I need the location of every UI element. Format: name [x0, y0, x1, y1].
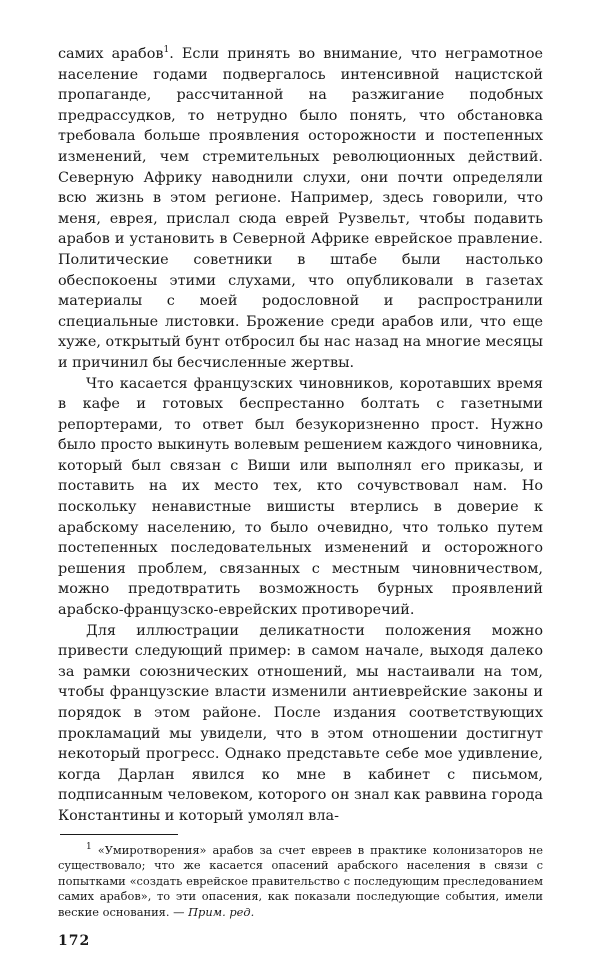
- paragraph-1: [58, 44, 543, 374]
- footnote-mark: 1: [86, 841, 92, 852]
- footnote-divider: [60, 834, 178, 835]
- footnote: [58, 843, 543, 921]
- paragraph-1-start: самих арабов: [58, 46, 164, 62]
- main-text: [58, 44, 543, 827]
- page-number: 172: [58, 932, 91, 949]
- footnote-reference: 1: [163, 45, 170, 56]
- paragraph-2: Что касается французских чиновников, коротавших время в кафе и готовых беспрестанно болтать с газетными репортерами, то ответ был безукоризненно прост. Нужно было просто выкинуть волевым решением каждого чиновника, который был связан с Виши или выполнял его приказы, и поставить на их место тех, кто сочувствовал нам. Но поскольку ненавистные вишисты втерлись в доверие к арабскому населению, то было очевидно, что только путем постепенных последовательных изменений и осторожного решения проблем, связанных с местным чиновничеством, можно предотвратить возможность бурных проявлений арабско-французско-еврейских противоречий.: [58, 375, 543, 619]
- paragraph-1-rest: . Если принять во внимание, что неграмотное население годами подвергалось интенсивной нацистской пропаганде, рассчитанной на разжигание подобных предрассудков, то нетрудно было понять, что обстановка требовала больше проявления осторожности и постепенных изменений, чем стремительных революционных действий. Северную Африку наводнили слухи, они почти определяли всю жизнь в этом регионе. Например, здесь говорили, что меня, еврея, прислал сюда еврей Рузвельт, чтобы подавить арабов и установить в Северной Африке еврейское правление. Политические советники в штабе были настолько обеспокоены этими слухами, что опубликовали в газетах материалы с моей родословной и распространили специальные листовки. Брожение среди арабов или, что еще хуже, открытый бунт отбросил бы нас назад на многие месяцы и причинил бы бесчисленные жертвы.: [58, 46, 543, 371]
- footnote-credit: Прим. ред.: [188, 904, 255, 919]
- book-page: [58, 44, 543, 949]
- footnote-text: «Умиротворения» арабов за счет евреев в практике колонизаторов не существовало; что же касается опасений арабского населения в связи с попытками «создать еврейское правительство с последующим преследованием самих арабов», то эти опасения, как показали последующие события, имели веские основания. —: [58, 842, 544, 919]
- paragraph-3: Для иллюстрации деликатности положения можно привести следующий пример: в самом начале, выходя далеко за рамки союзнических отношений, мы настаивали на том, чтобы французские власти изменили антиеврейские законы и порядок в этом районе. После издания соответствующих прокламаций мы увидели, что в этом отношении достигнут некоторый прогресс. Однако представьте себе мое удивление, когда Дарлан явился ко мне в кабинет с письмом, подписанным человеком, которого он знал как раввина города Константины и который умолял вла-: [58, 622, 543, 824]
